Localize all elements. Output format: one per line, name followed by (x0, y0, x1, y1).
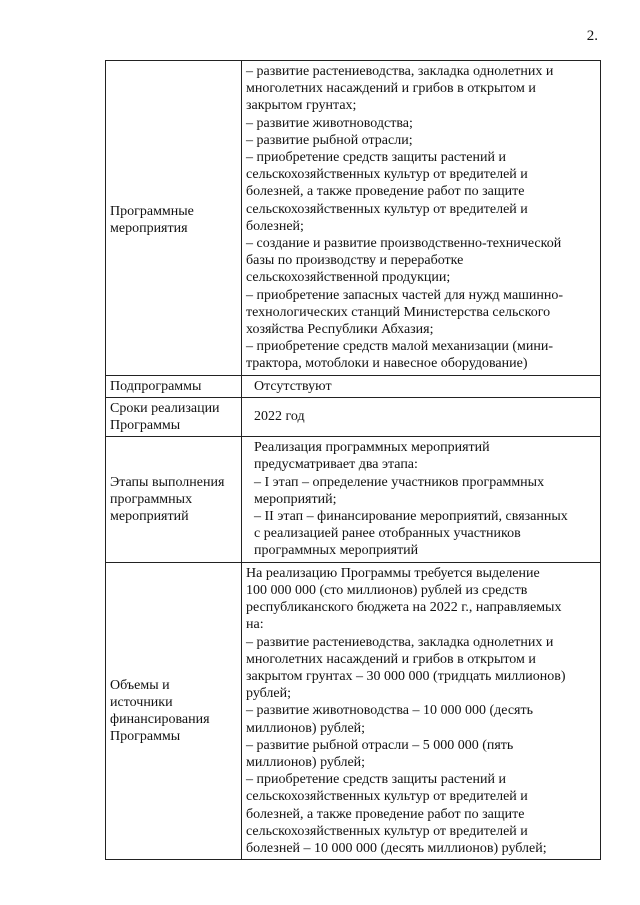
row-label-cell (106, 562, 242, 859)
content-line: – развитие рыбной отрасли; (246, 132, 413, 148)
content-line: трактора, мотоблоки и навесное оборудование) (246, 356, 528, 372)
content-line: сельскохозяйственной продукции; (246, 270, 451, 286)
row-label-line: Программы (110, 418, 181, 434)
content-line: – приобретение средств защиты растений и (246, 150, 506, 166)
content-line: программных мероприятий (254, 543, 419, 559)
content-line: болезней, а также проведение работ по защите (246, 184, 525, 200)
page-number: 2. (586, 28, 598, 44)
table-row-financing (106, 562, 601, 859)
table-row-stages (106, 437, 601, 562)
content-line: – приобретение запасных частей для нужд машинно- (246, 287, 564, 303)
row-label-line: источники (110, 694, 173, 710)
content-line: сельскохозяйственных культур от вредителей и (246, 167, 528, 183)
row-label-cell (106, 437, 242, 562)
content-line: сельскохозяйственных культур от вредителей и (246, 823, 528, 839)
row-label-line: Этапы выполнения (110, 474, 225, 490)
content-line: – развитие растениеводства, закладка однолетних и (246, 634, 554, 650)
content-line: болезней – 10 000 000 (десять миллионов) рублей; (246, 840, 547, 856)
content-line: – развитие животноводства; (246, 115, 413, 131)
content-line: – развитие растениеводства, закладка однолетних и (246, 64, 554, 79)
content-line: На реализацию Программы требуется выделение (246, 565, 540, 581)
content-line: хозяйства Республики Абхазия; (246, 322, 434, 338)
content-line: многолетних насаждений и грибов в открытом и (246, 651, 536, 667)
content-line: миллионов) рублей; (246, 720, 366, 736)
content-line: базы по производству и переработке (246, 253, 464, 269)
table-row-timeline (106, 397, 601, 436)
content-line: болезней; (246, 218, 304, 234)
row-label-line: Сроки реализации (110, 400, 220, 416)
row-label-line: программных (110, 491, 193, 507)
content-line: рублей; (246, 686, 291, 702)
content-line: – создание и развитие производственно-технической (246, 236, 562, 252)
content-line: сельскохозяйственных культур от вредителей и (246, 201, 528, 217)
content-line: на: (246, 617, 264, 633)
row-label-line: мероприятий (110, 509, 189, 525)
row-content-cell (242, 375, 601, 397)
row-label-line: Программы (110, 729, 181, 745)
content-line: закрытом грунтах – 30 000 000 (тридцать миллионов) (246, 668, 566, 684)
row-label-cell (106, 397, 242, 436)
content-line: мероприятий; (254, 491, 337, 507)
content-line: республиканского бюджета на 2022 г., направляемых (246, 600, 562, 616)
row-label-cell (106, 61, 242, 376)
row-label-line: Подпрограммы (110, 378, 202, 394)
row-content-cell (242, 61, 601, 376)
content-line: – I этап – определение участников программных (254, 474, 545, 490)
row-label-line: финансирования (110, 711, 210, 727)
row-label-line: мероприятия (110, 220, 188, 236)
content-line: – приобретение средств малой механизации (мини- (246, 339, 554, 355)
content-line: – развитие рыбной отрасли – 5 000 000 (пять (246, 737, 514, 753)
content-line: – развитие животноводства – 10 000 000 (десять (246, 703, 533, 719)
content-line: Реализация программных мероприятий (254, 440, 490, 456)
content-line: 100 000 000 (сто миллионов) рублей из средств (246, 582, 528, 598)
content-line: сельскохозяйственных культур от вредителей и (246, 789, 528, 805)
row-label-line: Программные (110, 203, 194, 219)
content-line: технологических станций Министерства сельского (246, 304, 551, 320)
content-line: предусматривает два этапа: (254, 457, 418, 473)
content-line: – приобретение средств защиты растений и (246, 772, 506, 788)
row-content-cell (242, 437, 601, 562)
table-row-program-activities (106, 61, 601, 376)
row-label-line: Объемы и (110, 677, 170, 693)
content-line: закрытом грунтах; (246, 98, 357, 114)
content-line: – II этап – финансирование мероприятий, связанных (254, 509, 568, 525)
table-row-subprograms (106, 375, 601, 397)
content-line: многолетних насаждений и грибов в открытом и (246, 81, 536, 97)
content-line: 2022 год (254, 409, 305, 425)
content-line: Отсутствуют (254, 378, 332, 394)
row-content-cell (242, 397, 601, 436)
row-label-cell (106, 375, 242, 397)
content-line: миллионов) рублей; (246, 754, 366, 770)
content-line: с реализацией ранее отобранных участников (254, 526, 521, 542)
content-line: болезней, а также проведение работ по защите (246, 806, 525, 822)
row-content-cell (242, 562, 601, 859)
program-passport-table (105, 60, 601, 860)
